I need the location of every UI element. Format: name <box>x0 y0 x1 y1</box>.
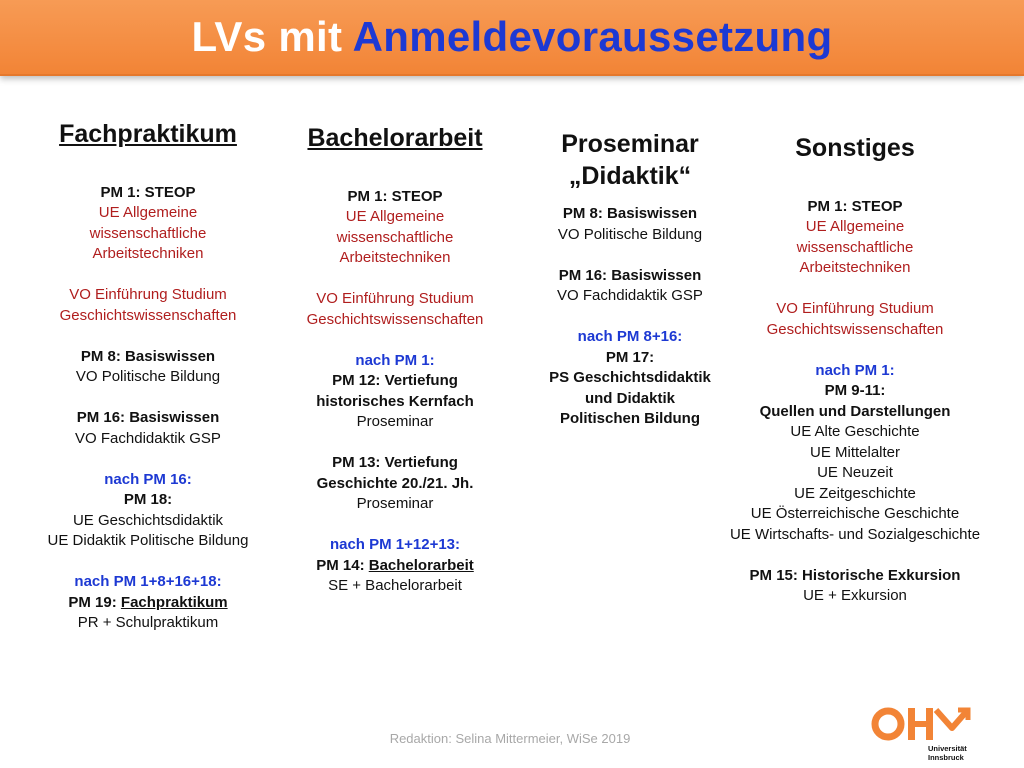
module-label: PM 14: Bachelorarbeit <box>316 556 474 574</box>
course-line: Geschichtswissenschaften <box>59 306 237 324</box>
module-label: PM 13: Vertiefung <box>332 454 458 471</box>
course-line: wissenschaftliche <box>89 224 207 242</box>
course-line: Arbeitstechniken <box>92 245 204 262</box>
course-line: VO Politische Bildung <box>75 368 221 385</box>
course-line: UE Allgemeine <box>345 208 445 225</box>
course-line: VO Fachdidaktik GSP <box>75 429 221 447</box>
module-label: Quellen und Darstellungen <box>759 402 951 420</box>
column-heading: Sonstiges <box>795 134 915 162</box>
module-label: PM 1: STEOP <box>807 197 903 215</box>
course-line: Proseminar <box>356 495 434 512</box>
column-fachpraktikum <box>18 118 278 634</box>
footer-credit: Redaktion: Selina Mittermeier, WiSe 2019 <box>389 731 631 746</box>
course-line: VO Einführung Studium <box>69 286 227 303</box>
column-sonstiges <box>700 132 1010 607</box>
column-heading-line2: „Didaktik“ <box>568 162 692 190</box>
module-label: PS Geschichtsdidaktik <box>549 369 711 386</box>
module-label: historisches Kernfach <box>316 392 474 410</box>
module-label: PM 1: STEOP <box>100 183 196 201</box>
course-line: VO Einführung Studium <box>776 300 934 317</box>
module-label: PM 15: Historische Exkursion <box>749 566 961 584</box>
module-label: PM 9-11: <box>824 382 886 399</box>
course-line: Arbeitstechniken <box>339 249 451 266</box>
title-main: LVs mit <box>191 13 343 60</box>
column-bachelorarbeit <box>268 122 522 597</box>
course-line: Proseminar <box>356 413 434 430</box>
logo-text-line1: Universität <box>928 744 967 753</box>
course-line: UE Didaktik Politische Bildung <box>47 532 249 549</box>
course-line: wissenschaftliche <box>336 228 454 246</box>
prerequisite-label: nach PM 1: <box>355 351 435 369</box>
title-accent: Anmeldevoraussetzung <box>352 13 833 60</box>
course-line: PR + Schulpraktikum <box>77 614 219 631</box>
logo-text-line2: Innsbruck <box>928 753 964 762</box>
prerequisite-label: nach PM 8+16: <box>577 328 683 345</box>
page-title <box>0 0 1024 74</box>
course-line: UE Alte Geschichte <box>790 423 920 440</box>
course-line: UE Allgemeine <box>805 218 905 235</box>
module-label: PM 12: Vertiefung <box>332 372 458 389</box>
course-line: Geschichtswissenschaften <box>766 320 944 338</box>
course-line: UE Geschichtsdidaktik <box>72 511 224 529</box>
prerequisite-label: nach PM 1+8+16+18: <box>74 573 222 590</box>
prerequisite-label: nach PM 16: <box>104 470 192 488</box>
course-line: SE + Bachelorarbeit <box>328 577 462 594</box>
course-line: VO Politische Bildung <box>557 225 703 243</box>
course-line: UE Wirtschafts- und Sozialgeschichte <box>729 525 981 543</box>
module-label: PM 1: STEOP <box>347 187 443 205</box>
course-line: UE Österreichische Geschichte <box>750 505 960 522</box>
course-line: UE Mittelalter <box>809 443 901 461</box>
course-line: UE + Exkursion <box>803 587 907 604</box>
column-heading: Proseminar <box>561 130 699 158</box>
course-line: Geschichtswissenschaften <box>306 310 484 328</box>
module-label: PM 19: Fachpraktikum <box>68 593 228 611</box>
module-label: PM 8: Basiswissen <box>562 205 698 222</box>
module-label: Politischen Bildung <box>559 410 700 427</box>
module-label: Geschichte 20./21. Jh. <box>316 474 474 492</box>
course-line: VO Fachdidaktik GSP <box>557 287 703 304</box>
column-heading: Bachelorarbeit <box>307 124 483 152</box>
title-bar <box>0 0 1024 76</box>
module-label: PM 16: Basiswissen <box>76 409 220 426</box>
course-line: Arbeitstechniken <box>799 259 911 276</box>
course-line: UE Zeitgeschichte <box>794 484 916 502</box>
course-line: UE Neuzeit <box>817 464 893 481</box>
module-label: PM 17: <box>605 348 655 366</box>
column-heading: Fachpraktikum <box>59 120 237 148</box>
module-label: PM 8: Basiswissen <box>80 347 216 365</box>
module-label: und Didaktik <box>584 389 675 407</box>
prerequisite-label: nach PM 1: <box>815 361 895 379</box>
course-line: wissenschaftliche <box>796 238 914 256</box>
prerequisite-label: nach PM 1+12+13: <box>329 536 461 553</box>
course-line: UE Allgemeine <box>98 204 198 221</box>
course-line: VO Einführung Studium <box>316 290 474 307</box>
module-label: PM 16: Basiswissen <box>558 266 702 284</box>
module-label: PM 18: <box>123 491 173 508</box>
